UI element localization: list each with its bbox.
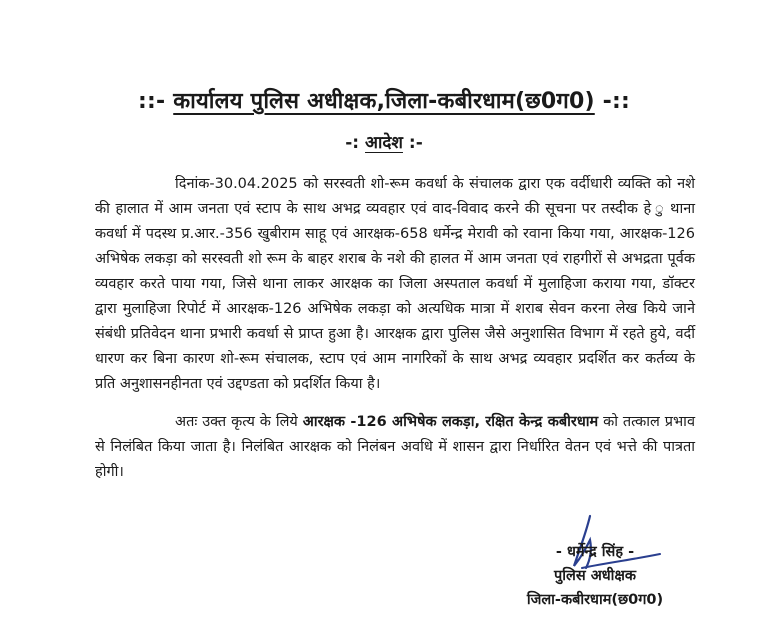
order-heading-text: आदेश <box>365 133 403 153</box>
paragraph-incident-text: दिनांक-30.04.2025 को सरस्वती शो-रूम कवर्धा के संचालक द्वारा एक वर्दीधारी व्यक्ति को नशे की हालात में आम जनता एवं स्टाप के साथ अभद्र व्यवहार एवं वाद-विवाद करने की सूचना पर तस्दीक हे ु थाना कवर्धा में पदस्थ प्र.आर.-356 खुबीराम साहू एवं आरक्षक-658 धर्मेन्द्र मेरावी को रवाना किया गया, आरक्षक-126 अभिषेक लकड़ा को सरस्वती शो रूम के बाहर शराब के नशे की हालत में आम जनता एवं राहगीरों से अभद्रता पूर्वक व्यवहार करते पाया गया, जिसे थाना लाकर आरक्षक का जिला अस्पताल कवर्धा में मुलाहिजा कराया गया, डॉक्टर द्वारा मुलाहिजा रिपोर्ट में आरक्षक-126 अभिषेक लकड़ा को अत्यधिक मात्रा में शराब सेवन करना लेख किये जाने संबंधी प्रतिवेदन थाना प्रभारी कवर्धा से प्राप्त हुआ है। आरक्षक द्वारा पुलिस जैसे अनुशासित विभाग में रहते हुये, वर्दी धारण कर बिना कारण शो-रूम संचालक, स्टाप एवं आम नागरिकों के साथ अभद्र व्यवहार प्रदर्शित कर कर्तव्य के प्रति अनुशासनहीनता एवं उद्दण्डता को प्रदर्शित किया है। <box>95 176 695 392</box>
office-title-text: कार्यालय पुलिस अधीक्षक,जिला-कबीरधाम(छ0ग0) <box>173 89 595 114</box>
order-prefix: -: <box>345 133 366 153</box>
office-title <box>0 85 768 115</box>
signatory-name: - धर्मेन्द्र सिंह - <box>555 544 635 560</box>
paragraph-suspension-rest: को तत्काल प्रभाव से निलंबित किया जाता है। निलंबित आरक्षक को निलंबन अवधि में शासन द्वारा निर्धारित वेतन एवं भत्ते की पात्रता होगी। <box>95 414 696 480</box>
suspended-officer: आरक्षक -126 अभिषेक लकड़ा, रक्षित केन्द्र कबीरधाम <box>302 414 599 430</box>
title-suffix: -:: <box>594 89 630 114</box>
paragraph-suspension-lead: अतः उक्त कृत्य के लिये <box>175 414 303 430</box>
paragraph-suspension <box>95 410 695 485</box>
signatory-designation: पुलिस अधीक्षक <box>554 568 636 584</box>
signature-block <box>495 540 695 612</box>
signatory-district: जिला-कबीरधाम(छ0ग0) <box>526 592 664 608</box>
title-prefix: ::- <box>138 89 174 114</box>
order-suffix: :- <box>402 133 423 153</box>
order-heading <box>0 130 768 153</box>
paragraph-incident <box>95 172 695 397</box>
